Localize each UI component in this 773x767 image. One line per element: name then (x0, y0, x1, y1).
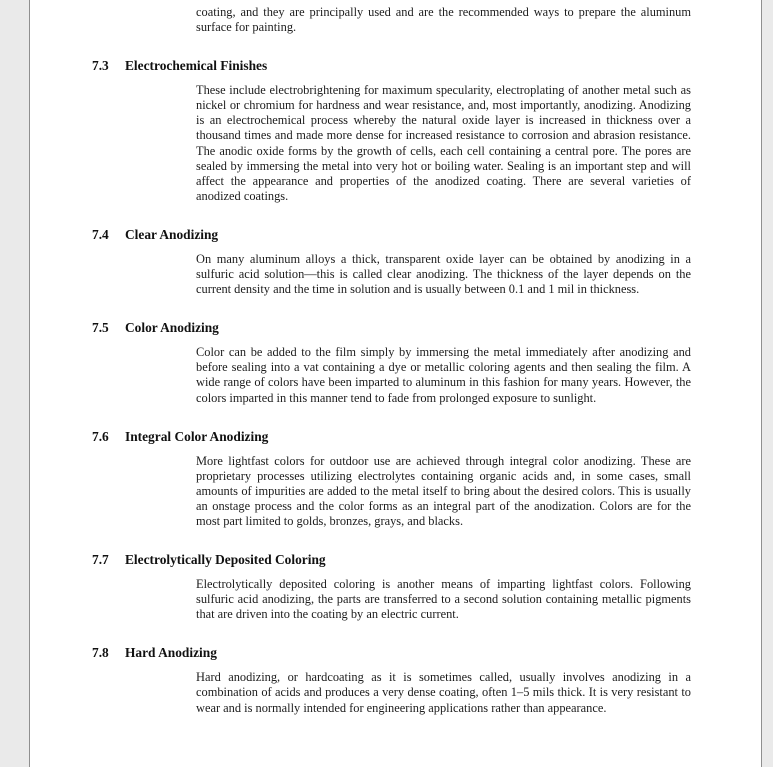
section-7-4 (30, 226, 761, 297)
section-heading (92, 551, 691, 568)
section-heading (92, 428, 691, 445)
section-number: 7.8 (92, 645, 109, 661)
section-number: 7.6 (92, 428, 109, 444)
section-7-8 (30, 644, 761, 715)
section-number: 7.4 (92, 226, 109, 242)
section-heading (92, 57, 691, 74)
section-title: Electrochemical Finishes (125, 58, 268, 74)
section-paragraph: These include electrobrightening for maximum specularity, electroplating of another metal such as nickel or chromium for hardness and wear resistance, and, most importantly, anodizing. Anodizing is an electrochemical process whereby the natural oxide layer is increased in thickness over a thousand times and made more dense for increased resistance to corrosion and abrasion resistance. The anodic oxide forms by the growth of cells, each cell containing a central pore. The pores are sealed by immersing the metal into very hot or boiling water. Sealing is an important step and will affect the appearance and properties of the anodized coating. There are several varieties of anodized coatings. (196, 83, 691, 203)
section-paragraph: Hard anodizing, or hardcoating as it is sometimes called, usually involves anodizing in a combination of acids and produces a very dense coating, often 1–5 mils thick. It is very resistant to wear and is normally intended for engineering applications rather than appearance. (196, 670, 691, 715)
section-heading (92, 226, 691, 243)
section-number: 7.7 (92, 552, 109, 568)
section-paragraph: On many aluminum alloys a thick, transparent oxide layer can be obtained by anodizing in a sulfuric acid solution—this is called clear anodizing. The thickness of the layer depends on the current density and the time in solution and is usually between 0.1 and 1 mil in thickness. (196, 251, 691, 297)
section-title: Electrolytically Deposited Coloring (125, 552, 326, 568)
section-title: Color Anodizing (125, 320, 219, 336)
section-heading (92, 319, 691, 336)
section-number: 7.3 (92, 58, 109, 74)
section-heading (92, 644, 691, 661)
section-title: Hard Anodizing (125, 645, 217, 661)
section-7-5 (30, 319, 761, 405)
page-content (30, 0, 761, 716)
section-number: 7.5 (92, 320, 109, 336)
document-page (29, 0, 762, 767)
section-paragraph: Electrolytically deposited coloring is another means of imparting lightfast colors. Following sulfuric acid anodizing, the parts are transferred to a second solution containing metallic pigments that are driven into the coating by an electric current. (196, 577, 691, 622)
section-paragraph: More lightfast colors for outdoor use are achieved through integral color anodizing. These are proprietary processes utilizing electrolytes containing organic acids and, in some cases, small amounts of impurities are added to the metal itself to bring about the desired colors. This is usually an onstage process and the color forms as an integral part of the anodization. Colors are for the most part limited to golds, bronzes, grays, and blacks. (196, 453, 691, 528)
section-paragraph: Color can be added to the film simply by immersing the metal immediately after anodizing and before sealing into a vat containing a dye or metallic coloring agents and then sealing the film. A wide range of colors have been imparted to aluminum in this fashion for many years. However, the colors imparted in this manner tend to fade from prolonged exposure to sunlight. (196, 345, 691, 405)
paragraph-continuation: coating, and they are principally used and are the recommended ways to prepare the aluminum surface for painting. (196, 5, 691, 35)
section-title: Clear Anodizing (125, 226, 219, 242)
section-title: Integral Color Anodizing (125, 428, 269, 444)
section-7-3 (30, 57, 761, 204)
section-7-6 (30, 428, 761, 529)
section-7-7 (30, 551, 761, 622)
